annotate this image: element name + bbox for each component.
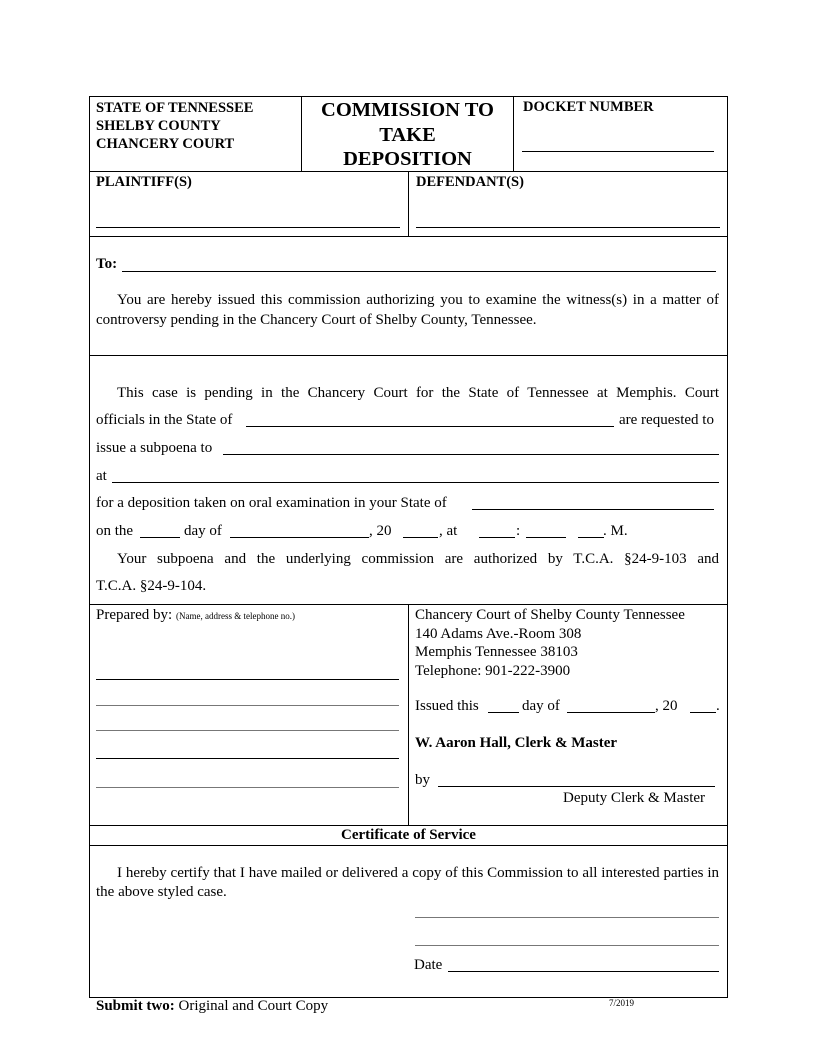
certificate-signature-line-1[interactable] — [415, 917, 719, 918]
officials-state-field[interactable] — [246, 426, 614, 427]
prepared-by-hint: (Name, address & telephone no.) — [175, 611, 295, 621]
hour-field[interactable] — [479, 537, 515, 538]
issued-period: . — [716, 698, 720, 714]
to-label: To: — [96, 256, 118, 272]
issued-month-field[interactable] — [567, 712, 655, 713]
authorization-line-2: T.C.A. §24-9-104. — [96, 578, 207, 594]
case-line-1-text: This case is pending in the Chancery Court for the State of Tennessee at Memphis. Court — [117, 385, 719, 401]
preparer-line-2[interactable] — [96, 705, 399, 706]
court-line-court: CHANCERY COURT — [96, 136, 235, 152]
year-prefix-label: , 20 — [369, 523, 392, 539]
subpoena-label: issue a subpoena to — [96, 440, 213, 456]
by-label: by — [415, 772, 430, 788]
authorization-line-1 — [117, 551, 719, 568]
court-heading — [96, 99, 253, 153]
preparer-line-3[interactable] — [96, 730, 399, 731]
state-of-label: officials in the State of — [96, 412, 233, 428]
to-section-bottom-rule — [89, 355, 728, 356]
certificate-date-label: Date — [414, 957, 443, 973]
on-the-label: on the — [96, 523, 134, 539]
authorization-text: Your subpoena and the underlying commission are authorized by T.C.A. §24-9-103 and — [117, 551, 719, 567]
day-of-label: day of — [184, 523, 222, 539]
defendant-field[interactable] — [416, 227, 720, 228]
at-time-label: , at — [439, 523, 458, 539]
day-field[interactable] — [140, 537, 180, 538]
prepared-divider — [408, 604, 409, 825]
location-field[interactable] — [112, 482, 719, 483]
form-title — [302, 98, 513, 172]
clerk-name: W. Aaron Hall, Clerk & Master — [415, 735, 618, 751]
submit-text: Original and Court Copy — [178, 998, 329, 1014]
plaintiff-label: PLAINTIFF(S) — [96, 174, 192, 190]
docket-number-field[interactable] — [522, 151, 714, 152]
court-line-state: STATE OF TENNESSEE — [96, 100, 254, 116]
subpoena-recipient-field[interactable] — [223, 454, 719, 455]
plaintiff-field[interactable] — [96, 227, 400, 228]
certificate-signature-line-2[interactable] — [415, 945, 719, 946]
parties-bottom-rule — [89, 236, 728, 237]
defendant-label: DEFENDANT(S) — [416, 174, 524, 190]
deputy-clerk-label: Deputy Clerk & Master — [563, 790, 706, 806]
court-street: 140 Adams Ave.-Room 308 — [415, 625, 582, 642]
certificate-title-rule — [89, 845, 728, 846]
certificate-paragraph: I hereby certify that I have mailed or delivered a copy of this Commission to all interested parties in the above styled case. — [96, 865, 719, 900]
header-divider-2 — [513, 96, 514, 171]
court-phone: Telephone: 901-222-3900 — [415, 662, 571, 679]
commission-intro-paragraph: You are hereby issued this commission authorizing you to examine the witness(s) in a matter of controversy pending in the Chancery Court of Shelby County, Tennessee. — [96, 292, 719, 328]
prepared-by — [96, 607, 295, 624]
court-name: Chancery Court of Shelby County Tennessee — [415, 607, 685, 623]
prepared-by-label: Prepared by: — [96, 607, 173, 623]
requested-to-label: are requested to — [619, 412, 714, 428]
parties-divider — [408, 171, 409, 236]
to-field[interactable] — [122, 271, 716, 272]
preparer-line-5[interactable] — [96, 787, 399, 788]
title-line-2: TAKE — [379, 123, 436, 146]
prepared-section-bottom-rule — [89, 825, 728, 826]
meridiem-label: . M. — [603, 523, 628, 539]
issued-this-label: Issued this — [415, 698, 479, 714]
issued-year-field[interactable] — [690, 712, 716, 713]
issued-year-prefix: , 20 — [655, 698, 678, 714]
at-label: at — [96, 468, 107, 484]
revision-date: 7/2019 — [609, 998, 635, 1008]
deposition-state-label: for a deposition taken on oral examination in your State of — [96, 495, 447, 511]
year-field[interactable] — [403, 537, 438, 538]
deputy-signature-field[interactable] — [438, 786, 715, 787]
deposition-state-field[interactable] — [472, 509, 714, 510]
minute-field[interactable] — [526, 537, 566, 538]
issued-day-of-label: day of — [522, 698, 560, 714]
am-pm-field[interactable] — [578, 537, 604, 538]
court-line-county: SHELBY COUNTY — [96, 118, 221, 134]
title-line-1: COMMISSION TO — [321, 99, 494, 121]
court-address-block — [415, 606, 685, 680]
court-city: Memphis Tennessee 38103 — [415, 644, 578, 660]
case-line-1 — [117, 385, 719, 402]
docket-number-label: DOCKET NUMBER — [523, 99, 654, 115]
month-field[interactable] — [230, 537, 369, 538]
case-line-2 — [96, 412, 232, 429]
preparer-line-1[interactable] — [96, 679, 399, 680]
submit-instructions — [96, 998, 328, 1015]
preparer-line-4[interactable] — [96, 758, 399, 759]
submit-label: Submit two: — [96, 998, 175, 1014]
title-line-3: DEPOSITION — [343, 148, 472, 170]
certificate-date-field[interactable] — [448, 971, 719, 972]
time-colon: : — [516, 523, 521, 539]
issued-day-field[interactable] — [488, 712, 519, 713]
certificate-title: Certificate of Service — [341, 827, 476, 843]
